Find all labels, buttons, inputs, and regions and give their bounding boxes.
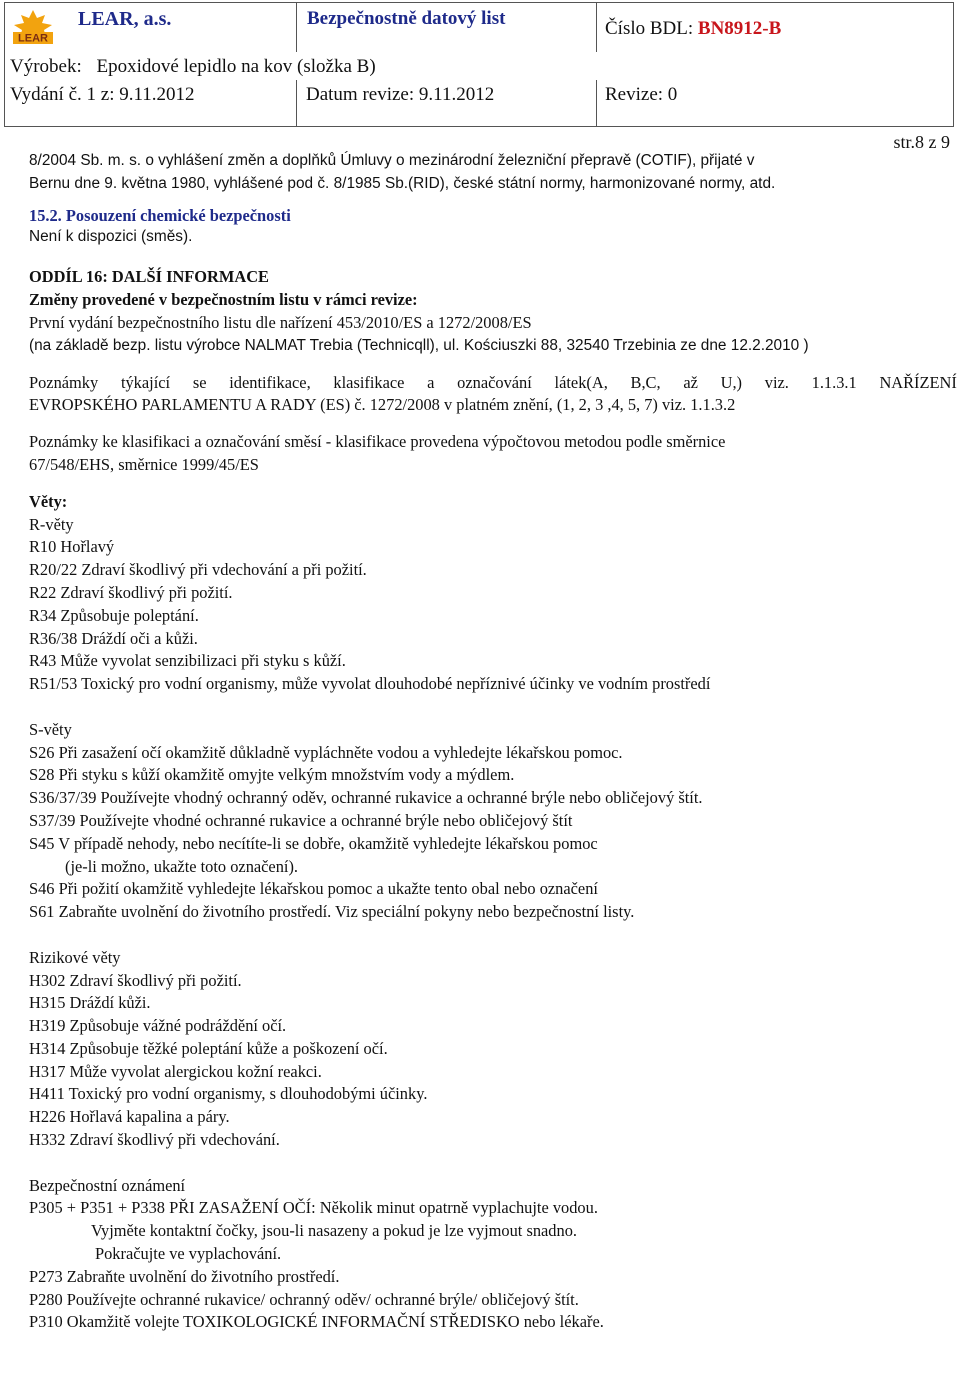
product-name: Epoxidové lepidlo na kov (složka B) — [96, 56, 376, 77]
notes-word: Poznámky — [29, 372, 99, 392]
h-phrase: H315 Dráždí kůži. — [29, 993, 151, 1013]
notes-word: B,C, — [630, 372, 661, 392]
h-phrases-list — [29, 970, 959, 1152]
product-label: Výrobek: — [10, 56, 82, 77]
notes-word: látek(A, — [554, 372, 608, 392]
p-phrase: P310 Okamžitě volejte TOXIKOLOGICKÉ INFORMAČNÍ STŘEDISKO nebo lékaře. — [29, 1312, 604, 1332]
p-phrase: P280 Používejte ochranné rukavice/ ochranný oděv/ ochranné brýle/ obličejový štít. — [29, 1289, 579, 1309]
h-phrase: H302 Zdraví škodlivý při požití. — [29, 970, 242, 990]
s-phrase: S45 V případě nehody, nebo necítíte-li se dobře, okamžitě vyhledejte lékařskou pomoc — [29, 833, 598, 853]
p-phrase: Vyjměte kontaktní čočky, jsou-li nasazeny a pokud je lze vyjmout snadno. — [91, 1221, 577, 1241]
bdl-number-field — [605, 18, 781, 40]
product-field — [10, 56, 376, 78]
s-phrase: S61 Zabraňte uvolnění do životního prostředí. Viz speciální pokyny nebo bezpečnostní listy. — [29, 902, 635, 922]
company-name: LEAR, a.s. — [78, 8, 172, 30]
s-phrase: S28 Při styku s kůží okamžitě omyjte velkým množstvím vody a mýdlem. — [29, 765, 515, 785]
header-border-top — [4, 2, 954, 3]
text-line: (na základě bezp. listu výrobce NALMAT Trebia (Technicqll), ul. Kościuszki 88, 32540 Trzebinia ze dne 12.2.2010 ) — [29, 336, 809, 354]
h-phrase: H317 Může vyvolat alergickou kožní reakci. — [29, 1061, 322, 1081]
r-phrase: R34 Způsobuje poleptání. — [29, 605, 199, 625]
r-phrase: R22 Zdraví škodlivý při požití. — [29, 582, 233, 602]
r-phrase: R51/53 Toxický pro vodní organismy, může vyvolat dlouhodobé nepříznivé účinky ve vodním prostředí — [29, 674, 711, 694]
header-divider — [296, 80, 297, 127]
notes-word: se — [192, 372, 207, 392]
header-border-left — [4, 2, 5, 127]
s-phrases-title: S-věty — [29, 719, 72, 739]
h-phrase: H314 Způsobuje těžké poleptání kůže a poškození očí. — [29, 1038, 388, 1058]
s-phrase: S36/37/39 Používejte vhodný ochranný oděv, ochranné rukavice a ochranné brýle nebo obličejový štít. — [29, 788, 703, 808]
p-phrases-list — [29, 1197, 959, 1334]
phrases-heading: Věty: — [29, 491, 68, 511]
section-15-2-title: 15.2. Posouzení chemické bezpečnosti — [29, 205, 291, 225]
p-phrases-title: Bezpečnostní oznámení — [29, 1175, 186, 1195]
header-divider — [596, 80, 597, 127]
s-phrase: S26 Při zasažení očí okamžitě důkladně vypláchněte vodou a vyhledejte lékařskou pomoc. — [29, 742, 623, 762]
notes-word: viz. — [764, 372, 789, 392]
header-divider — [296, 2, 297, 52]
r-phrases-title: R-věty — [29, 514, 74, 534]
section-15-2-text: Není k dispozici (směs). — [29, 227, 193, 245]
s-phrase: (je-li možno, ukažte toto označení). — [65, 856, 299, 876]
section-16-subtitle: Změny provedené v bezpečnostním listu v rámci revize: — [29, 290, 418, 310]
document-header — [4, 2, 954, 127]
page-number: str.8 z 9 — [893, 132, 950, 152]
text-line: Poznámky ke klasifikaci a označování směsí - klasifikace provedena výpočtovou metodou podle směrnice — [29, 432, 726, 452]
lear-logo — [10, 8, 56, 46]
bdl-number: BN8912-B — [697, 18, 782, 39]
notes-word: až — [683, 372, 698, 392]
text-line: 67/548/EHS, směrnice 1999/45/ES — [29, 454, 259, 474]
h-phrase: H319 Způsobuje vážné podráždění očí. — [29, 1016, 287, 1036]
r-phrase: R43 Může vyvolat senzibilizaci při styku s kůží. — [29, 651, 346, 671]
section-16-title: ODDÍL 16: DALŠÍ INFORMACE — [29, 267, 269, 287]
notes-identification-line — [29, 372, 957, 395]
r-phrase: R36/38 Dráždí oči a kůži. — [29, 628, 198, 648]
notes-word: identifikace, — [229, 372, 311, 392]
r-phrase: R20/22 Zdraví škodlivý při vdechování a při požití. — [29, 560, 367, 580]
bdl-label: Číslo BDL: — [605, 18, 694, 39]
revision-number: Revize: 0 — [605, 84, 678, 105]
notes-word: NAŘÍZENÍ — [879, 372, 957, 392]
notes-word: U,) — [720, 372, 743, 392]
s-phrase: S37/39 Používejte vhodné ochranné rukavice a ochranné brýle nebo obličejový štít — [29, 810, 573, 830]
p-phrase: Pokračujte ve vyplachování. — [95, 1244, 282, 1264]
text-line: Bernu dne 9. května 1980, vyhlášené pod č. 8/1985 Sb.(RID), české státní normy, harmonizované normy, atd. — [29, 174, 776, 192]
notes-word: a — [427, 372, 435, 392]
text-line: 8/2004 Sb. m. s. o vyhlášení změn a doplňků Úmluvy o mezinárodní železniční přepravě (COTIF), přijaté v — [29, 152, 755, 169]
notes-word: týkající — [120, 372, 171, 392]
p-phrase: P273 Zabraňte uvolnění do životního prostředí. — [29, 1266, 340, 1286]
header-border-bottom — [4, 126, 954, 127]
issue-number: Vydání č. 1 z: 9.11.2012 — [10, 84, 195, 105]
revision-date: Datum revize: 9.11.2012 — [306, 84, 495, 105]
document-body — [29, 150, 959, 1334]
document-type: Bezpečnostně datový list — [307, 8, 506, 29]
h-phrases-title: Rizikové věty — [29, 947, 121, 967]
h-phrase: H332 Zdraví škodlivý při vdechování. — [29, 1130, 280, 1150]
notes-word: 1.1.3.1 — [811, 372, 857, 392]
svg-text:LEAR: LEAR — [18, 32, 48, 45]
p-phrase: P305 + P351 + P338 PŘI ZASAŽENÍ OČÍ: Několik minut opatrně vyplachujte vodou. — [29, 1198, 598, 1218]
notes-word: klasifikace — [333, 372, 405, 392]
h-phrase: H411 Toxický pro vodní organismy, s dlouhodobými účinky. — [29, 1084, 428, 1104]
text-line: První vydání bezpečnostního listu dle nařízení 453/2010/ES a 1272/2008/ES — [29, 312, 532, 332]
header-divider — [596, 2, 597, 52]
r-phrase: R10 Hořlavý — [29, 537, 115, 557]
h-phrase: H226 Hořlavá kapalina a páry. — [29, 1107, 230, 1127]
notes-word: označování — [457, 372, 532, 392]
r-phrases-list — [29, 536, 959, 696]
text-line: EVROPSKÉHO PARLAMENTU A RADY (ES) č. 1272/2008 v platném znění, (1, 2, 3 ,4, 5, 7) viz. 1.1.3.2 — [29, 395, 736, 415]
header-border-right — [953, 2, 954, 127]
s-phrases-list — [29, 742, 959, 924]
s-phrase: S46 Při požití okamžitě vyhledejte lékařskou pomoc a ukažte tento obal nebo označení — [29, 879, 598, 899]
